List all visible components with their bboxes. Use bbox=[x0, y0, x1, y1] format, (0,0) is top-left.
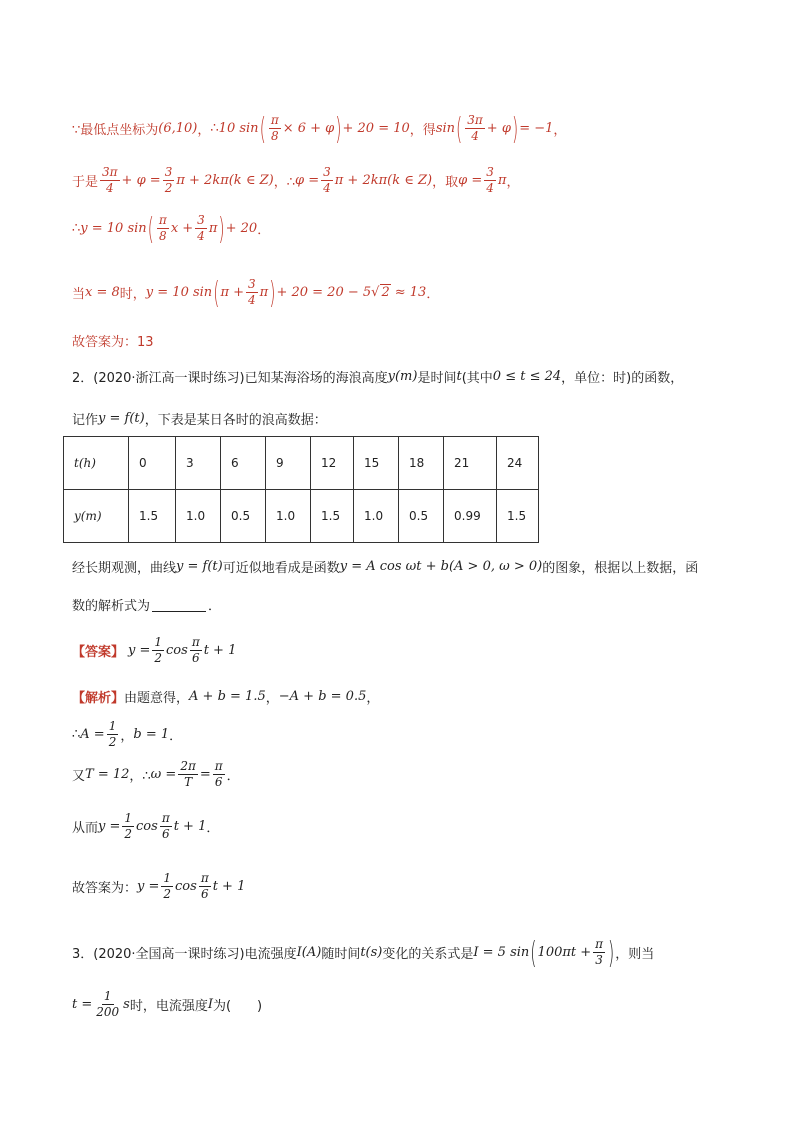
table-row bbox=[64, 437, 539, 490]
fraction: $\frac{1}{2}$ bbox=[154, 634, 163, 665]
answer-label: 【答案】 bbox=[72, 644, 125, 660]
fraction: $\frac{1}{2}$ bbox=[124, 810, 133, 841]
math: A = bbox=[80, 726, 105, 742]
right-paren: ) bbox=[269, 273, 276, 311]
fraction: $\frac{\pi}{6}$ bbox=[161, 810, 170, 841]
table-header-cell: t(h) bbox=[64, 437, 129, 490]
right-paren: ) bbox=[335, 109, 342, 147]
math: × 6 + φ bbox=[282, 120, 335, 136]
analysis-2-line-2 bbox=[72, 714, 182, 754]
math: π + bbox=[220, 284, 245, 300]
math: y = 10 sin bbox=[80, 220, 147, 236]
math: t + 1 bbox=[203, 642, 237, 658]
math: ω = bbox=[150, 766, 177, 782]
answer-line-1: 故答案为：13 bbox=[72, 334, 154, 350]
question-2-line-4 bbox=[72, 594, 221, 614]
text: 的图象，根据以上数据，函 bbox=[542, 560, 699, 576]
fraction: $\frac{\pi}{6}$ bbox=[191, 634, 200, 665]
fraction: $\frac{3\pi}{4}$ bbox=[467, 112, 483, 143]
math: cos bbox=[166, 642, 188, 658]
math: π bbox=[259, 284, 269, 300]
fraction: $\frac{3}{4}$ bbox=[323, 164, 331, 195]
question-2-line-2 bbox=[72, 408, 327, 428]
text: 经长期观测，曲线 bbox=[72, 560, 177, 576]
text: ∴ bbox=[72, 726, 81, 742]
left-paren: ( bbox=[456, 109, 463, 147]
math: A + b = 1.5 bbox=[189, 688, 266, 704]
table-cell: 3 bbox=[176, 437, 221, 490]
math: t bbox=[456, 368, 462, 384]
text: (其中 bbox=[461, 370, 493, 386]
answer-blank bbox=[152, 597, 206, 612]
math: = bbox=[199, 766, 211, 782]
text: 3．(2020·全国高一课时练习)电流强度 bbox=[72, 946, 297, 962]
math: y = A cos ωt + b(A > 0, ω > 0) bbox=[339, 558, 543, 574]
table-cell: 18 bbox=[399, 437, 444, 490]
text: 记作 bbox=[72, 412, 99, 428]
math: −A + b = 0.5 bbox=[278, 688, 367, 704]
math: + 20 = 10 bbox=[342, 120, 410, 136]
solution-line-4 bbox=[72, 272, 439, 312]
solution-line-3 bbox=[72, 208, 270, 248]
text: 变化的关系式是 bbox=[382, 946, 474, 962]
math: b = 1 bbox=[133, 726, 170, 742]
table-cell: 24 bbox=[497, 437, 539, 490]
text: ，∴ bbox=[129, 768, 151, 784]
math: y = bbox=[128, 642, 151, 658]
table-cell: 1.0 bbox=[354, 490, 399, 543]
analysis-2-line-4 bbox=[72, 806, 219, 846]
table-cell: 1.0 bbox=[266, 490, 311, 543]
text: ． bbox=[169, 728, 183, 744]
answer-2-final bbox=[72, 866, 245, 906]
text: ， bbox=[506, 174, 520, 190]
math: π bbox=[497, 172, 507, 188]
math: I bbox=[207, 996, 213, 1012]
math: φ = bbox=[458, 172, 483, 188]
text: ，得 bbox=[409, 122, 436, 138]
left-paren: ( bbox=[259, 109, 266, 147]
text: ， bbox=[366, 690, 380, 706]
math: y = f(t) bbox=[98, 410, 145, 426]
table-cell: 1.5 bbox=[129, 490, 176, 543]
text: 随时间 bbox=[321, 946, 361, 962]
fraction: $\frac{2\pi}{T}$ bbox=[180, 758, 196, 789]
math: ≈ 13 bbox=[394, 284, 427, 300]
analysis-2-line-1 bbox=[72, 686, 379, 706]
fraction: $\frac{3}{4}$ bbox=[486, 164, 494, 195]
math: (6,10) bbox=[158, 120, 198, 136]
math: cos bbox=[175, 878, 197, 894]
text: ，单位：时)的函数， bbox=[561, 370, 684, 386]
math: 0 ≤ t ≤ 24 bbox=[492, 368, 562, 384]
text: ∴ bbox=[210, 120, 219, 136]
table-cell: 9 bbox=[266, 437, 311, 490]
fraction: $\frac{1}{2}$ bbox=[163, 870, 172, 901]
fraction: $\frac{3\pi}{4}$ bbox=[102, 164, 118, 195]
math: t + 1 bbox=[212, 878, 246, 894]
text: ，取 bbox=[432, 174, 459, 190]
right-paren: ) bbox=[218, 209, 225, 247]
sqrt-radicand: 2 bbox=[381, 285, 390, 300]
text: ∴ bbox=[72, 220, 81, 236]
math: t = bbox=[72, 996, 93, 1012]
math: sin bbox=[435, 120, 456, 136]
fraction: $\frac{1}{2}$ bbox=[108, 718, 117, 749]
text: ，下表是某日各时的浪高数据： bbox=[144, 412, 327, 428]
table-row bbox=[64, 490, 539, 543]
fraction: $\frac{1}{200}$ bbox=[96, 988, 120, 1019]
text: ． bbox=[426, 286, 440, 302]
table-cell: 12 bbox=[311, 437, 354, 490]
fraction: $\frac{\pi}{8}$ bbox=[158, 212, 167, 243]
math: + φ bbox=[486, 120, 511, 136]
text: 由题意得， bbox=[124, 690, 190, 706]
question-3-line-1 bbox=[72, 930, 654, 974]
table-cell: 0.99 bbox=[444, 490, 497, 543]
table-cell: 15 bbox=[354, 437, 399, 490]
math: t(s) bbox=[360, 944, 383, 960]
math: π + 2kπ(k ∈ Z) bbox=[334, 172, 433, 188]
question-3-line-2 bbox=[72, 982, 262, 1026]
table-cell: 0.5 bbox=[221, 490, 266, 543]
math: I = 5 sin bbox=[473, 944, 530, 960]
text: 于是 bbox=[72, 174, 99, 190]
left-paren: ( bbox=[530, 933, 537, 971]
math: + 20 = 20 − 5 bbox=[276, 284, 372, 300]
math: y = bbox=[137, 878, 160, 894]
table-cell: 0 bbox=[129, 437, 176, 490]
text: 2．(2020·浙江高一课时练习)已知某海浴场的海浪高度 bbox=[72, 370, 388, 386]
text: 当 bbox=[72, 286, 86, 302]
text: ， bbox=[265, 690, 279, 706]
text: 是时间 bbox=[417, 370, 457, 386]
fraction: $\frac{\pi}{8}$ bbox=[270, 112, 279, 143]
math: π + 2kπ(k ∈ Z) bbox=[176, 172, 274, 188]
math: y(m) bbox=[387, 368, 418, 384]
text: 时，电流强度 bbox=[129, 998, 208, 1014]
math: π bbox=[208, 220, 218, 236]
table-cell: 6 bbox=[221, 437, 266, 490]
text: 为( ) bbox=[212, 998, 263, 1014]
left-paren: ( bbox=[147, 209, 154, 247]
math: y = bbox=[98, 818, 121, 834]
text: 故答案为： bbox=[72, 880, 138, 896]
table-cell: 1.0 bbox=[176, 490, 221, 543]
fraction: $\frac{\pi}{6}$ bbox=[214, 758, 223, 789]
text: 可近似地看成是函数 bbox=[222, 560, 340, 576]
math: + φ = bbox=[121, 172, 161, 188]
text: 时， bbox=[119, 286, 146, 302]
table-cell: 0.5 bbox=[399, 490, 444, 543]
text: 又 bbox=[72, 768, 86, 784]
analysis-2-line-3 bbox=[72, 754, 240, 794]
fraction: $\frac{\pi}{6}$ bbox=[200, 870, 209, 901]
math: y = 10 sin bbox=[145, 284, 213, 300]
math: x = 8 bbox=[85, 284, 120, 300]
math: 100πt + bbox=[537, 944, 592, 960]
math: y = f(t) bbox=[176, 558, 223, 574]
math: = −1 bbox=[519, 120, 554, 136]
solution-line-2 bbox=[72, 160, 519, 200]
text: ， bbox=[553, 122, 567, 138]
text: ． bbox=[206, 820, 220, 836]
left-paren: ( bbox=[213, 273, 220, 311]
table-cell: 21 bbox=[444, 437, 497, 490]
solution-line-1 bbox=[72, 108, 566, 148]
text: ，则当 bbox=[615, 946, 655, 962]
table-cell: 1.5 bbox=[311, 490, 354, 543]
fraction: $\frac{\pi}{3}$ bbox=[595, 936, 604, 967]
text: ． bbox=[208, 598, 222, 614]
text: ， bbox=[120, 728, 134, 744]
text: ，∴ bbox=[273, 174, 295, 190]
math: t + 1 bbox=[173, 818, 207, 834]
right-paren: ) bbox=[608, 933, 615, 971]
analysis-label: 【解析】 bbox=[72, 690, 125, 706]
math: s bbox=[123, 996, 130, 1012]
answer-2-line bbox=[72, 630, 236, 670]
text: 从而 bbox=[72, 820, 99, 836]
math: I(A) bbox=[296, 944, 322, 960]
math: cos bbox=[136, 818, 158, 834]
math: φ = bbox=[294, 172, 320, 188]
math: x + bbox=[170, 220, 194, 236]
table-cell: 1.5 bbox=[497, 490, 539, 543]
wave-height-table bbox=[63, 436, 539, 543]
text: ， bbox=[197, 122, 211, 138]
text: ∵最低点坐标为 bbox=[72, 122, 159, 138]
fraction: $\frac{3}{2}$ bbox=[164, 164, 173, 195]
fraction: $\frac{3}{4}$ bbox=[248, 276, 256, 307]
text: 数的解析式为 bbox=[72, 598, 151, 614]
question-2-line-3 bbox=[72, 556, 698, 576]
math: 10 sin bbox=[218, 120, 259, 136]
table-header-cell: y(m) bbox=[64, 490, 129, 543]
fraction: $\frac{3}{4}$ bbox=[197, 212, 205, 243]
math: T = 12 bbox=[85, 766, 130, 782]
question-2-line-1 bbox=[72, 366, 683, 386]
text: ． bbox=[226, 768, 240, 784]
text: ． bbox=[257, 222, 271, 238]
math: + 20 bbox=[225, 220, 258, 236]
right-paren: ) bbox=[511, 109, 519, 147]
sqrt-symbol: √ bbox=[371, 284, 380, 300]
